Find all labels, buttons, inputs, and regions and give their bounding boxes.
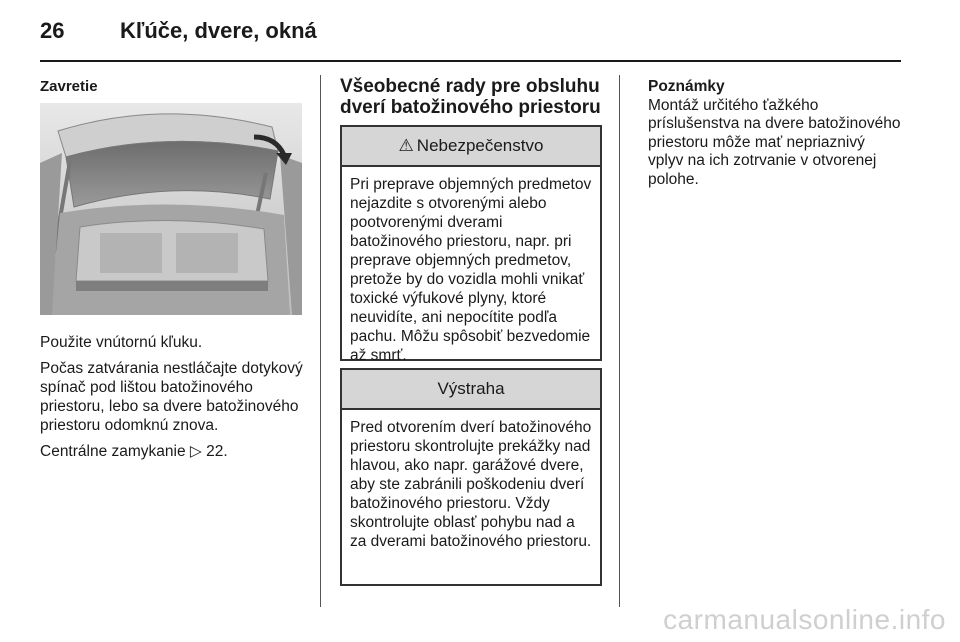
column-divider-1 — [320, 75, 321, 607]
notes-text: Montáž určitého ťažkého príslušenstva na dvere batožinového priestoru môže mať nepriaznivý vplyv na ich zotrvanie v otvorenej polohe. — [648, 96, 901, 188]
caution-box-header — [342, 370, 600, 410]
section-title-closing: Zavretie — [40, 78, 98, 95]
caution-label: Výstraha — [437, 379, 505, 398]
column-divider-2 — [619, 75, 620, 607]
paragraph-closing-note: Počas zatvárania nestláčajte dotykový spínač pod lištou batožinového priestoru, lebo sa dvere batožinového priestoru odomknú znova. — [40, 360, 303, 434]
page-header — [40, 18, 900, 58]
danger-box-header — [342, 127, 600, 167]
warning-triangle-icon: ⚠ — [398, 136, 414, 155]
crossref-text: Centrálne zamykanie — [40, 443, 186, 460]
crossref-central-locking — [40, 442, 305, 461]
column-3 — [648, 78, 902, 189]
danger-box — [340, 125, 602, 364]
danger-label: Nebezpečenstvo — [416, 136, 544, 155]
crossref-page: 22. — [206, 443, 228, 460]
page-number: 26 — [40, 18, 65, 43]
caution-text: Pred otvorením dverí batožinového priestoru skontrolujte prekážky nad hlavou, ako napr. garážové dvere, aby ste zabránili poškodeniu dverí batožinového priestoru. Vždy skontrolujte oblasť pohybu nad a za dverami batožinového priestoru. — [350, 419, 592, 550]
column-1-text — [40, 333, 305, 468]
header-rule — [40, 60, 901, 62]
page-reference-icon: ▷ — [189, 443, 202, 460]
caution-box — [340, 368, 602, 586]
notes-title: Poznámky — [648, 78, 725, 95]
column-2 — [340, 76, 602, 125]
section-title-general-advice: Všeobecné rady pre obsluhu dverí batožinového priestoru — [340, 76, 601, 118]
danger-text: Pri preprave objemných predmetov nejazdite s otvorenými alebo pootvorenými dverami batožinového priestoru, napr. pri preprave objemných predmetov, pretože by do vozidla mohli vnikať toxické výfukové plyny, ktoré neuvidíte, ani nepocítite podľa pachu. Môžu spôsobiť bezvedomie až smrť. — [350, 176, 592, 364]
watermark: carmanualsonline.info — [663, 604, 946, 635]
tailgate-illustration — [40, 103, 302, 315]
column-1 — [40, 77, 305, 103]
paragraph-use-handle: Použite vnútornú kľuku. — [40, 334, 203, 351]
chapter-title: Kľúče, dvere, okná — [120, 18, 317, 43]
